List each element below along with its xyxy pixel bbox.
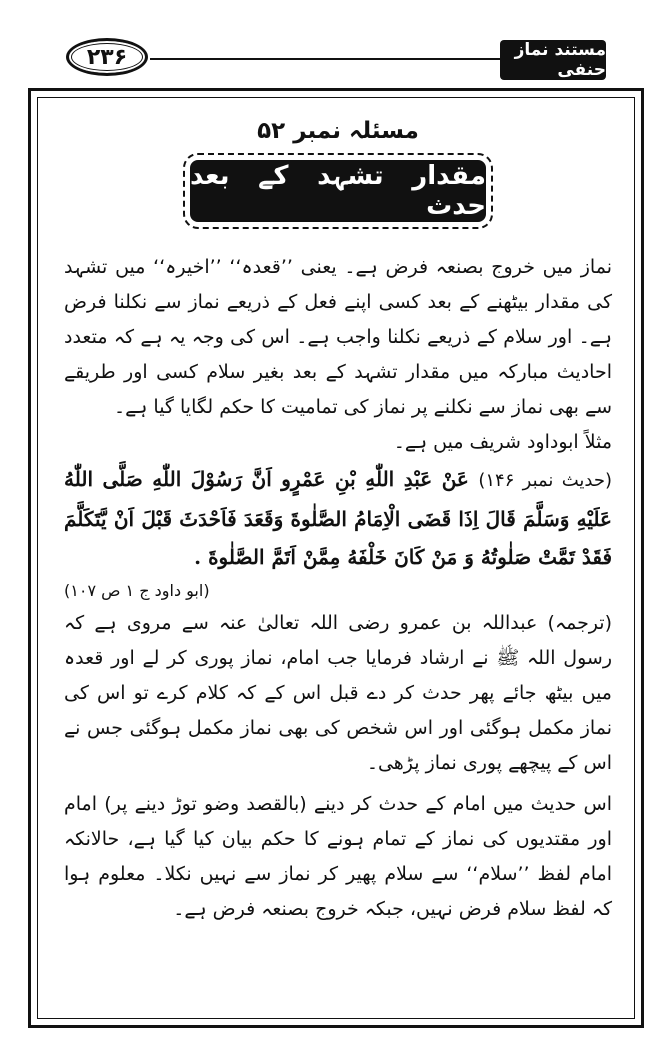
hadith-translation: (ترجمہ) عبداللہ بن عمرو رضی اللہ تعالیٰ عنہ سے مروی ہے کہ رسول اللہ ﷺ نے ارشاد فرمایا جب امام، نماز پوری کر لے اور قعدہ میں بیٹھ جائے پھر حدث کر دے قبل اس کے کہ کلام کرے تو اس کی نماز مکمل ہوگئی اور اس شخص کی بھی نماز مکمل ہوگئی جس نے اس کے پیچھے پوری نماز پڑھی۔: [64, 612, 612, 774]
paragraph-example: مثلاً ابوداود شریف میں ہے۔: [393, 431, 612, 453]
hadith-block: [64, 460, 612, 576]
paragraph-intro: نماز میں خروج بصنعہ فرض ہے۔ یعنی ’’قعدہ‘‘ ’’اخیرہ‘‘ میں تشہد کی مقدار بیٹھنے کے بعد کسی اپنے فعل کے ذریعے نماز سے نکلنا فرض ہے۔ اور سلام کے ذریعے نکلنا واجب ہے۔ اس کی وجہ یہ ہے کہ متعدد احادیث مبارکہ میں مقدار تشہد کے بعد بغیر سلام کسی اور طریقے سے بھی نماز سے نکلنے پر نماز کی تمامیت کا حکم لگایا گیا ہے۔: [64, 256, 612, 418]
paragraph-conclusion: اس حدیث میں امام کے حدث کر دینے (بالقصد وضو توڑ دینے پر) امام اور مقتدیوں کی نماز کے تمام ہونے کا حکم بیان کیا گیا ہے، حالانکہ امام لفظ ’’سلام‘‘ سے سلام پھیر کر نماز سے نہیں نکلا۔ معلوم ہوا کہ لفظ سلام فرض نہیں، جبکہ خروج بصنعہ فرض ہے۔: [64, 793, 612, 920]
hadith-label: (حدیث نمبر ۱۴۶): [478, 470, 612, 491]
page-content: [64, 110, 612, 927]
masala-number: مسئلہ نمبر ۵۲: [257, 118, 419, 144]
book-title: مستند نماز حنفی: [500, 40, 606, 80]
page-number: ۲۳۶: [66, 38, 148, 76]
hadith-reference: (ابو داود ج ۱ ص ۱۰۷): [64, 581, 210, 600]
hadith-arabic-text: عَنْ عَبْدِ اللّٰهِ بْنِ عَمْرٍو اَنَّ رَسُوْلَ اللّٰهِ صَلَّى اللّٰهُ عَلَيْهِ وَسَلَّمَ قَالَ اِذَا قَضَى الْاِمَامُ الصَّلٰوةَ وَقَعَدَ فَاَحْدَثَ قَبْلَ اَنْ يَّتَكَلَّمَ فَقَدْ تَمَّتْ صَلٰوتُهُ وَ مَنْ كَانَ خَلْفَهُ مِمَّنْ اَتَمَّ الصَّلٰوةَ .: [64, 467, 612, 569]
section-heading: مقدار تشہد کے بعد حدث: [190, 161, 486, 221]
